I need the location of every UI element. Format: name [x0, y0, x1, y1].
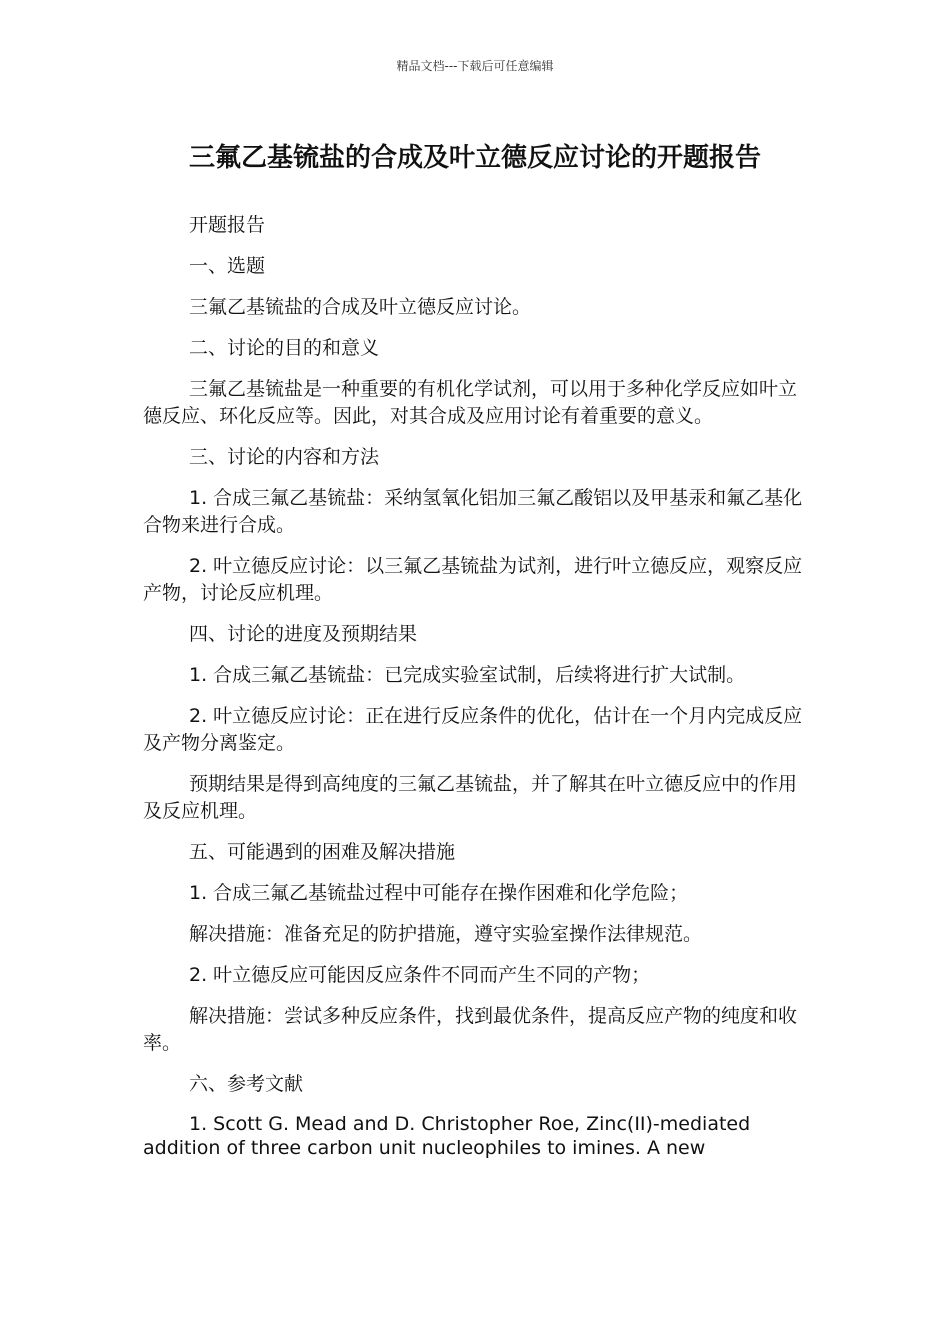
list-item: 2. 叶立德反应可能因反应条件不同而产生不同的产物；	[189, 964, 651, 986]
paragraph: 解决措施：尝试多种反应条件，找到最优条件，提高反应产物的纯度和收率。	[143, 1005, 798, 1054]
list-item: 2. 叶立德反应讨论：正在进行反应条件的优化，估计在一个月内完成反应及产物分离鉴定。	[143, 705, 803, 754]
section-heading: 四、讨论的进度及预期结果	[189, 623, 418, 645]
section-heading: 二、讨论的目的和意义	[189, 337, 380, 359]
paragraph: 预期结果是得到高纯度的三氟乙基锍盐，并了解其在叶立德反应中的作用及反应机理。	[143, 773, 798, 822]
section-heading: 六、参考文献	[189, 1073, 304, 1095]
paragraph: 解决措施：准备充足的防护措施，遵守实验室操作法律规范。	[189, 923, 703, 945]
paragraph: 三氟乙基锍盐的合成及叶立德反应讨论。	[189, 296, 532, 318]
document-body	[143, 212, 807, 1174]
list-item: 2. 叶立德反应讨论：以三氟乙基锍盐为试剂，进行叶立德反应，观察反应产物，讨论反应机理。	[143, 555, 803, 604]
list-item: 1. 合成三氟乙基锍盐过程中可能存在操作困难和化学危险；	[189, 882, 689, 904]
reference-item: 1. Scott G. Mead and D. Christopher Roe, Zinc(II)-mediated addition of three carbon unit nucleophiles to imines. A new	[143, 1113, 751, 1159]
section-heading: 三、讨论的内容和方法	[189, 446, 380, 468]
section-heading: 五、可能遇到的困难及解决措施	[189, 841, 456, 863]
paragraph: 开题报告	[189, 214, 266, 236]
list-item: 1. 合成三氟乙基锍盐：已完成实验室试制，后续将进行扩大试制。	[189, 664, 746, 686]
section-heading: 一、选题	[189, 255, 266, 277]
paragraph: 三氟乙基锍盐是一种重要的有机化学试剂，可以用于多种化学反应如叶立德反应、环化反应等。因此，对其合成及应用讨论有着重要的意义。	[143, 378, 798, 427]
header-note: 精品文档---下载后可任意编辑	[396, 59, 554, 73]
document-title: 三氟乙基锍盐的合成及叶立德反应讨论的开题报告	[188, 143, 761, 173]
list-item: 1. 合成三氟乙基锍盐：采纳氢氧化铝加三氟乙酸铝以及甲基汞和氟乙基化合物来进行合成。	[143, 487, 803, 536]
